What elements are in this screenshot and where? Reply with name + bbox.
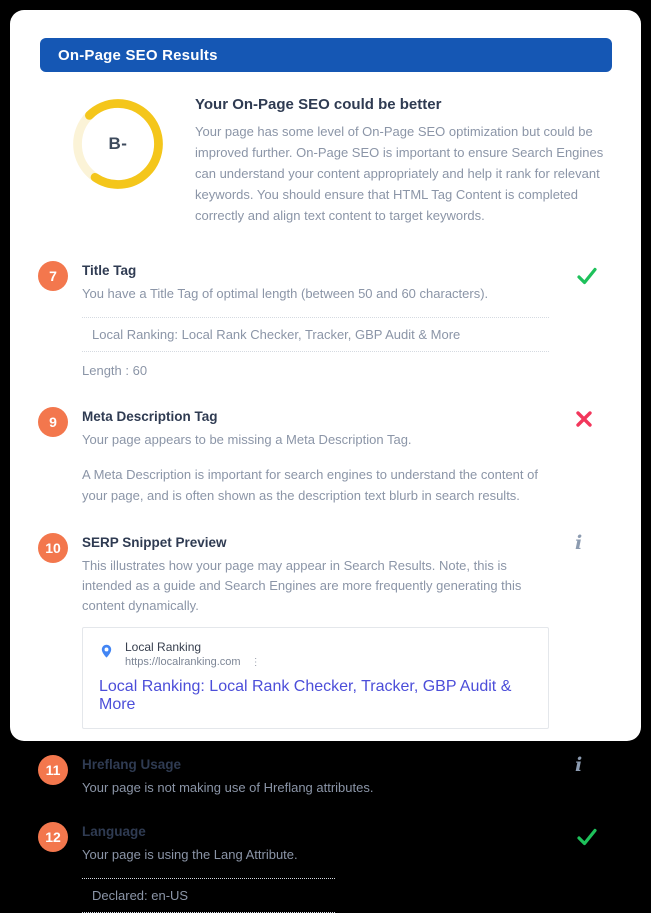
info-icon: i <box>575 754 583 776</box>
info-icon: i <box>575 532 583 554</box>
check-title: Language <box>82 824 146 839</box>
grade-gauge <box>72 98 164 190</box>
check-language <box>38 821 613 913</box>
check-note: A Meta Description is important for search engines to understand the content of your page, and is often shown as the description text blurb in search results. <box>82 467 538 503</box>
cross-icon <box>575 410 593 428</box>
check-meta-description <box>38 406 613 506</box>
check-description: Your page is using the Lang Attribute. <box>82 847 298 862</box>
check-number-badge: 11 <box>38 755 68 785</box>
check-description: You have a Title Tag of optimal length (between 50 and 60 characters). <box>82 286 489 301</box>
check-title-tag <box>38 260 613 378</box>
page-title-label: On-Page SEO Results <box>58 46 218 64</box>
check-description: Your page is not making use of Hreflang attributes. <box>82 780 374 795</box>
check-title: SERP Snippet Preview <box>82 535 227 550</box>
serp-preview-box <box>82 627 549 729</box>
check-number-badge: 10 <box>38 533 68 563</box>
check-title: Meta Description Tag <box>82 409 218 424</box>
page-title <box>40 38 612 72</box>
checks-list <box>38 260 613 913</box>
summary-section <box>72 92 611 226</box>
serp-url[interactable]: https://localranking.com <box>125 656 241 668</box>
check-description: This illustrates how your page may appear in Search Results. Note, this is intended as a guide and Search Engines are more frequently generating this content dynamically. <box>82 558 522 613</box>
check-number-badge: 12 <box>38 822 68 852</box>
check-title: Title Tag <box>82 263 137 278</box>
serp-site-name: Local Ranking <box>125 640 202 654</box>
seo-grade: B- <box>108 134 128 153</box>
vertical-dots-icon: ⋮ <box>250 656 261 668</box>
check-title: Hreflang Usage <box>82 757 182 772</box>
check-description: Your page appears to be missing a Meta Description Tag. <box>82 432 412 447</box>
check-hreflang <box>38 754 613 798</box>
check-icon <box>575 825 599 849</box>
summary-text <box>195 92 611 226</box>
summary-heading: Your On-Page SEO could be better <box>195 96 442 113</box>
grade-gauge-wrap <box>72 92 172 226</box>
check-number-badge: 9 <box>38 407 68 437</box>
serp-result-title[interactable]: Local Ranking: Local Rank Checker, Tracker, GBP Audit & More <box>99 678 512 713</box>
check-number-badge: 7 <box>38 261 68 291</box>
check-serp-snippet <box>38 532 613 729</box>
title-tag-value: Local Ranking: Local Rank Checker, Tracker, GBP Audit & More <box>82 317 549 352</box>
map-pin-icon <box>99 642 114 660</box>
check-icon <box>575 264 599 288</box>
language-declared-value: Declared: en-US <box>82 878 335 913</box>
seo-report-card <box>10 10 641 903</box>
summary-description: Your page has some level of On-Page SEO optimization but could be improved further. On-Page SEO is important to ensure Search Engines can understand your content appropriately and help it rank for relevant keywords. You should ensure that HTML Tag Content is completed correctly and align text content to target keywords. <box>195 124 604 223</box>
title-tag-length: Length : 60 <box>82 363 148 378</box>
